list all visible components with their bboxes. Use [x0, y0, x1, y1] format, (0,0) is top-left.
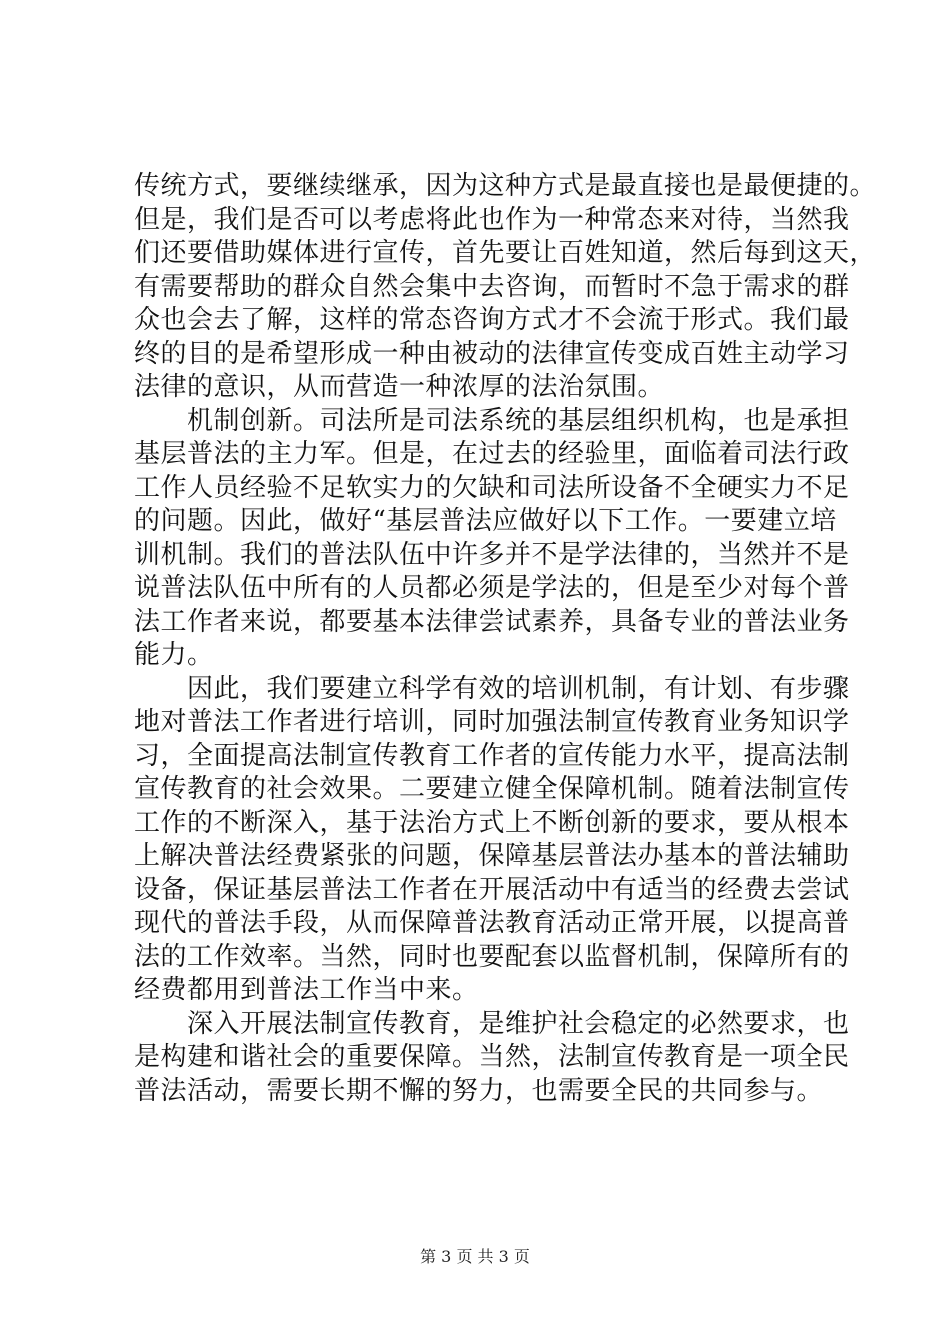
text-line: 习，全面提高法制宣传教育工作者的宣传能力水平，提高法制 — [134, 740, 850, 771]
text-line: 能力。 — [134, 640, 214, 670]
text-line: 是构建和谐社会的重要保障。当然，法制宣传教育是一项全民 — [134, 1042, 850, 1072]
text-line: 传统方式，要继续继承，因为这种方式是最直接也是最便捷的。 — [134, 171, 877, 201]
document-body — [134, 170, 877, 1108]
text-line: 终的目的是希望形成一种由被动的法律宣传变成百姓主动学习 — [134, 338, 850, 369]
text-line: 众也会去了解，这样的常态咨询方式才不会流于形式。我们最 — [134, 305, 850, 335]
text-line: 上解决普法经费紧张的问题，保障基层普法办基本的普法辅助 — [134, 841, 850, 871]
text-line: 因此，我们要建立科学有效的培训机制，有计划、有步骤 — [134, 673, 850, 704]
text-line: 法律的意识，从而营造一种浓厚的法治氛围。 — [134, 372, 665, 402]
text-line: 法的工作效率。当然，同时也要配套以监督机制，保障所有的 — [134, 941, 850, 972]
text-line: 有需要帮助的群众自然会集中去咨询，而暂时不急于需求的群 — [134, 271, 850, 302]
text-line: 但是，我们是否可以考虑将此也作为一种常态来对待，当然我 — [134, 204, 850, 235]
text-line: 机制创新。司法所是司法系统的基层组织机构，也是承担 — [134, 405, 850, 436]
text-line: 法工作者来说，都要基本法律尝试素养，具备专业的普法业务 — [134, 606, 850, 637]
text-line: 宣传教育的社会效果。二要建立健全保障机制。随着法制宣传 — [134, 774, 850, 804]
paragraph-1 — [134, 170, 877, 405]
text-line: 经费都用到普法工作当中来。 — [134, 975, 479, 1005]
text-line: 深入开展法制宣传教育，是维护社会稳定的必然要求，也 — [134, 1008, 850, 1039]
text-line: 基层普法的主力军。但是，在过去的经验里，面临着司法行政 — [134, 439, 850, 469]
text-line: 现代的普法手段，从而保障普法教育活动正常开展，以提高普 — [134, 908, 850, 938]
text-line: 们还要借助媒体进行宣传，首先要让百姓知道，然后每到这天， — [134, 238, 877, 268]
text-line: 训机制。我们的普法队伍中许多并不是学法律的，当然并不是 — [134, 539, 850, 570]
paragraph-4 — [134, 1008, 850, 1109]
text-line: 的问题。因此，做好“基层普法应做好以下工作。一要建立培 — [134, 506, 837, 536]
text-line: 说普法队伍中所有的人员都必须是学法的，但是至少对每个普 — [134, 573, 850, 603]
text-line: 地对普法工作者进行培训，同时加强法制宣传教育业务知识学 — [134, 707, 850, 737]
text-line: 普法活动，需要长期不懈的努力，也需要全民的共同参与。 — [134, 1075, 824, 1106]
text-line: 工作的不断深入，基于法治方式上不断创新的要求，要从根本 — [134, 807, 850, 838]
text-line: 设备，保证基层普法工作者在开展活动中有适当的经费去尝试 — [134, 874, 850, 905]
paragraph-3 — [134, 673, 850, 1008]
paragraph-2 — [134, 405, 850, 673]
text-line: 工作人员经验不足软实力的欠缺和司法所设备不全硬实力不足 — [134, 472, 850, 503]
page-number-label: 第 3 页 共 3 页 — [420, 1247, 530, 1266]
page-footer — [0, 1244, 950, 1267]
